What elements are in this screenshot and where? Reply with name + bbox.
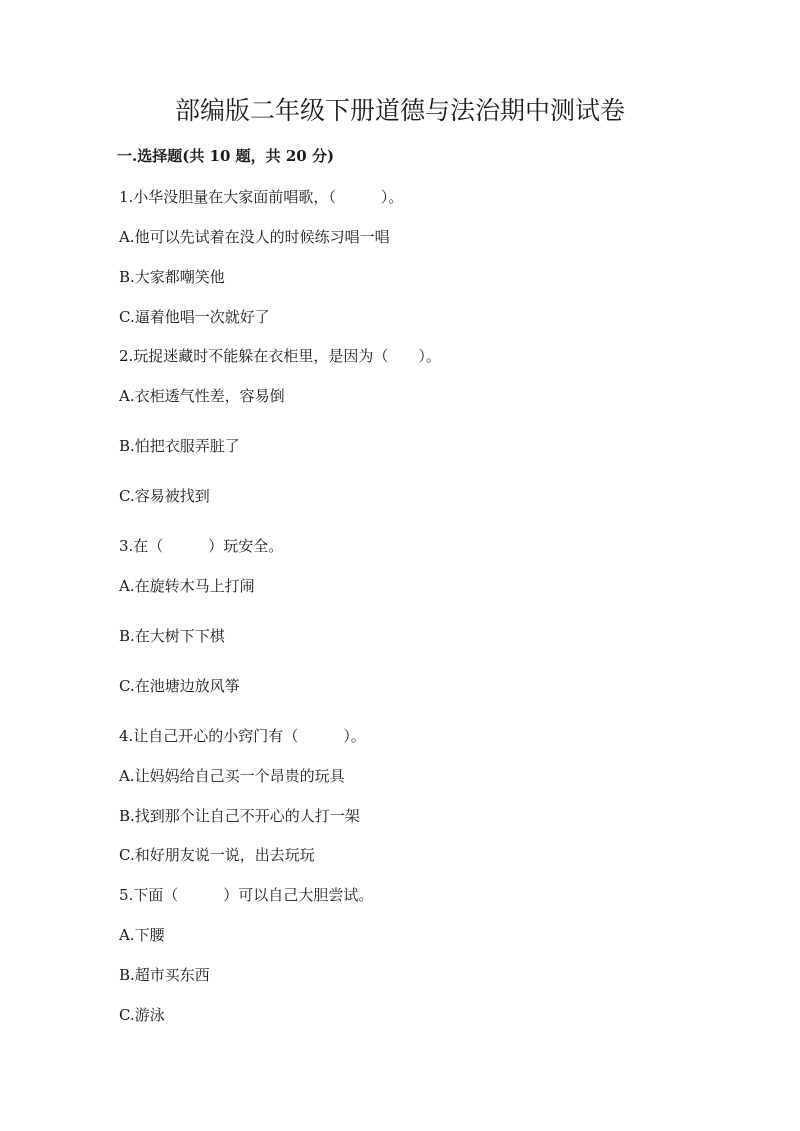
question-1-option-b: B.大家都嘲笑他 <box>119 268 225 286</box>
question-3-option-c: C.在池塘边放风筝 <box>119 677 240 695</box>
question-5-option-b: B.超市买东西 <box>119 966 210 984</box>
section-heading: 一.选择题(共 10 题，共 20 分) <box>117 147 335 165</box>
question-1-option-c: C.逼着他唱一次就好了 <box>119 308 270 326</box>
question-5-option-c: C.游泳 <box>119 1006 165 1024</box>
question-3-option-a: A.在旋转木马上打闹 <box>119 577 255 595</box>
question-5-option-a: A.下腰 <box>119 926 165 944</box>
question-1-option-a: A.他可以先试着在没人的时候练习唱一唱 <box>119 228 390 246</box>
question-2-stem: 2.玩捉迷藏时不能躲在衣柜里，是因为（ ）。 <box>119 347 441 365</box>
question-4-option-b: B.找到那个让自己不开心的人打一架 <box>119 807 360 825</box>
question-4-stem: 4.让自己开心的小窍门有（ ）。 <box>119 727 366 745</box>
question-2-option-c: C.容易被找到 <box>119 487 210 505</box>
page-title: 部编版二年级下册道德与法治期中测试卷 <box>174 96 625 125</box>
question-5-stem: 5.下面（ ）可以自己大胆尝试。 <box>119 886 374 904</box>
question-4-option-a: A.让妈妈给自己买一个昂贵的玩具 <box>119 767 345 785</box>
question-2-option-a: A.衣柜透气性差，容易倒 <box>119 387 285 405</box>
question-2-option-b: B.怕把衣服弄脏了 <box>119 437 240 455</box>
question-4-option-c: C.和好朋友说一说，出去玩玩 <box>119 846 315 864</box>
question-3-stem: 3.在（ ）玩安全。 <box>119 537 284 555</box>
question-1-stem: 1.小华没胆量在大家面前唱歌，（ ）。 <box>119 188 404 206</box>
question-3-option-b: B.在大树下下棋 <box>119 627 225 645</box>
